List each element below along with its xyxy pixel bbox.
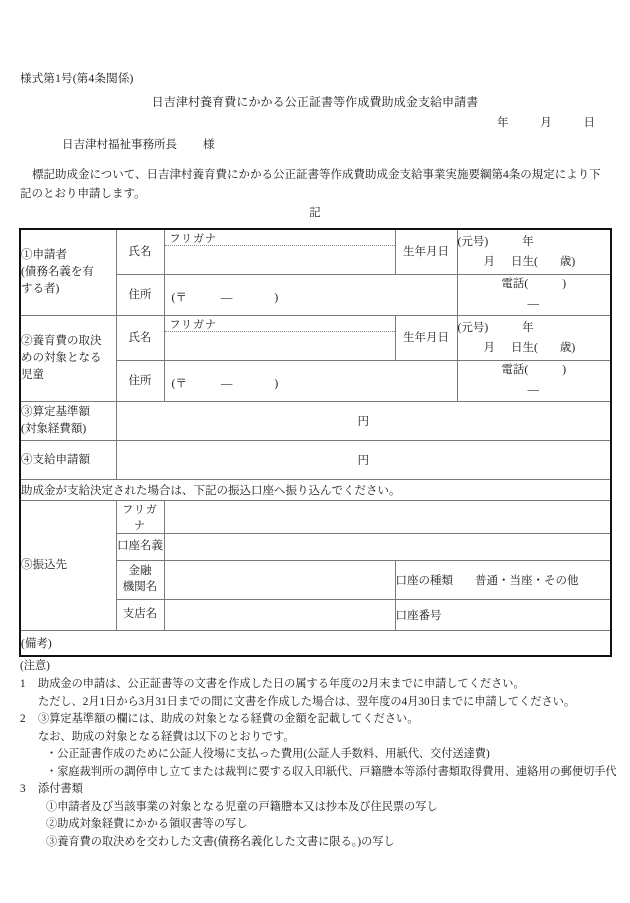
child-furigana-label: フリガナ xyxy=(165,317,395,332)
row-label-applicant xyxy=(20,229,116,316)
applicant-postal-code-line[interactable] xyxy=(165,286,457,305)
applicant-era-label: (元号) xyxy=(457,235,489,248)
note-item-2 xyxy=(20,711,618,781)
transfer-institution-label-line2: 機関名 xyxy=(122,581,158,593)
applicant-postal-mark: (〒 xyxy=(171,291,187,304)
transfer-account-name-field[interactable] xyxy=(164,534,611,561)
addressee-name: 日吉津村福祉事務所長 xyxy=(62,139,177,151)
applicant-tel-dash: ― xyxy=(527,298,540,310)
child-label-line3: 児童 xyxy=(21,368,44,381)
applicant-birth-era-row xyxy=(458,232,611,252)
note-item-1 xyxy=(20,676,618,711)
child-birthdate-label: 生年月日 xyxy=(395,316,457,361)
applicant-tel-row xyxy=(458,275,611,295)
date-day-label: 日 xyxy=(583,117,595,129)
child-birth-era-row xyxy=(458,318,611,338)
note-3-number: 3 xyxy=(20,783,26,796)
notes-section xyxy=(20,658,618,851)
transfer-institution-field[interactable] xyxy=(164,561,395,600)
child-year-label: 年 xyxy=(522,321,534,334)
applicant-tel-close: ) xyxy=(562,278,567,291)
date-year-label: 年 xyxy=(497,117,509,129)
child-address-field[interactable] xyxy=(164,361,457,402)
note-3-line-1: 添付書類 xyxy=(38,783,83,796)
addressee-honorific: 様 xyxy=(203,139,215,151)
date-month-label: 月 xyxy=(540,117,552,129)
transfer-account-number-cell[interactable] xyxy=(395,600,611,631)
transfer-account-type-cell[interactable] xyxy=(395,561,611,600)
table-row-remarks xyxy=(20,631,611,657)
transfer-branch-label: 支店名 xyxy=(116,600,164,631)
request-amount-unit: 円 xyxy=(357,455,369,467)
note-2-line-2: なお、助成の対象となる経費は以下のとおりです。 xyxy=(38,730,295,743)
note-2-line-1: ③算定基準額の欄には、助成の対象となる経費の金額を記載してください。 xyxy=(38,713,419,726)
table-row-base-amount xyxy=(20,402,611,441)
applicant-name-label: 氏名 xyxy=(116,229,164,275)
table-row-transfer-furigana xyxy=(20,501,611,534)
note-1-line-2: ただし、2月1日から3月31日までの間に文書を作成した場合は、翌年度の4月30日までに申請してください。 xyxy=(38,695,576,708)
page-title: 日吉津村養育費にかかる公正証書等作成費助成金支給申請書 xyxy=(151,95,479,109)
child-label-line2: めの対象となる xyxy=(21,352,102,365)
table-row-transfer-notice xyxy=(20,480,611,501)
note-2-bullet-2: ・家庭裁判所の調停申し立てまたは裁判に要する収入印紙代、戸籍謄本等添付書類取得費用、連絡用の郵便切手代 xyxy=(46,765,617,778)
child-postal-close: ) xyxy=(274,377,279,390)
child-tel-close: ) xyxy=(562,364,567,377)
date-entry-line xyxy=(497,114,595,130)
note-2-number: 2 xyxy=(20,713,26,726)
child-name-label: 氏名 xyxy=(116,316,164,361)
remarks-label: (備考) xyxy=(21,638,52,650)
transfer-account-type-label: 口座の種類 xyxy=(395,575,453,587)
transfer-account-number-label: 口座番号 xyxy=(395,610,442,622)
transfer-institution-label-line1: 金融 xyxy=(128,565,152,578)
note-1-line-1: 助成金の申請は、公正証書等の文書を作成した日の属する年度の2月末までに申請してください。 xyxy=(38,678,525,691)
applicant-birth-day-row xyxy=(458,252,611,272)
child-era-label: (元号) xyxy=(457,321,489,334)
applicant-birthdate-label: 生年月日 xyxy=(395,229,457,275)
child-birthdate-field[interactable] xyxy=(457,316,611,361)
row-label-child xyxy=(20,316,116,402)
form-code: 様式第1号(第4条関係) xyxy=(20,73,134,85)
applicant-label-line1: ①申請者 xyxy=(21,249,67,262)
applicant-name-field[interactable] xyxy=(164,229,395,275)
applicant-furigana-label: フリガナ xyxy=(165,231,395,246)
applicant-name-input-area[interactable] xyxy=(165,246,395,273)
child-birth-day-row xyxy=(458,338,611,358)
child-postal-dash: ― xyxy=(220,377,233,390)
request-amount-field[interactable] xyxy=(116,441,611,480)
child-telephone-field[interactable] xyxy=(457,361,611,402)
base-amount-field[interactable] xyxy=(116,402,611,441)
base-amount-unit: 円 xyxy=(357,416,369,428)
child-postal-mark: (〒 xyxy=(171,377,187,390)
note-3-enclosure-2: ②助成対象経費にかかる領収書等の写し xyxy=(46,818,248,831)
transfer-furigana-label: フリガナ xyxy=(116,501,164,534)
notes-title: (注意) xyxy=(20,660,50,672)
note-2-bullet-1: ・公正証書作成のために公証人役場に支払った費用(公証人手数料、用紙代、交付送達費) xyxy=(46,748,490,761)
note-3-enclosure-3: ③養育費の取決めを交わした文書(債務名義化した文書に限る。)の写し xyxy=(46,835,395,848)
remarks-field[interactable] xyxy=(20,631,611,657)
ki-mark: 記 xyxy=(309,207,321,219)
child-tel-label: 電話( xyxy=(501,364,529,377)
applicant-age-label: 歳) xyxy=(559,256,576,268)
note-item-3 xyxy=(20,781,618,851)
applicant-postal-dash: ― xyxy=(220,291,233,304)
child-month-label: 月 xyxy=(483,342,495,354)
note-3-body xyxy=(38,781,618,851)
table-row-request-amount xyxy=(20,441,611,480)
child-tel-dash: ― xyxy=(527,384,540,396)
transfer-account-type-options[interactable]: 普通・当座・その他 xyxy=(475,575,579,587)
applicant-year-label: 年 xyxy=(522,235,534,248)
applicant-label-line2: (債務名義を有 xyxy=(21,266,94,279)
applicant-telephone-field[interactable] xyxy=(457,275,611,316)
transfer-account-name-label: 口座名義 xyxy=(116,534,164,561)
note-1-body xyxy=(38,676,618,711)
addressee-line xyxy=(62,136,215,152)
intro-paragraph: 標記助成金について、日吉津村養育費にかかる公正証書等作成費助成金支給事業実施要綱第4条の規定により下記のとおり申請します。 xyxy=(20,169,601,200)
note-1-number: 1 xyxy=(20,678,26,691)
child-age-label: 歳) xyxy=(559,342,576,354)
transfer-branch-field[interactable] xyxy=(164,600,395,631)
child-address-label: 住所 xyxy=(116,361,164,402)
applicant-postal-close: ) xyxy=(274,291,279,304)
note-2-body xyxy=(38,711,618,781)
child-name-field[interactable] xyxy=(164,316,395,361)
child-tel-row xyxy=(458,361,611,381)
applicant-tel-label: 電話( xyxy=(501,278,529,291)
child-label-line1: ②養育費の取決 xyxy=(21,335,102,348)
table-row-applicant-name xyxy=(20,229,611,275)
note-3-enclosure-1: ①申請者及び当該事業の対象となる児童の戸籍謄本又は抄本及び住民票の写し xyxy=(46,800,438,813)
child-dayborn-label: 日生( xyxy=(511,342,538,354)
applicant-dayborn-label: 日生( xyxy=(511,256,538,268)
applicant-birthdate-field[interactable] xyxy=(457,229,611,275)
row-label-base-amount xyxy=(20,402,116,441)
base-amount-label-line1: ③算定基準額 xyxy=(21,406,90,419)
applicant-address-label: 住所 xyxy=(116,275,164,316)
applicant-label-line3: する者) xyxy=(21,282,60,295)
applicant-address-field[interactable] xyxy=(164,275,457,316)
applicant-month-label: 月 xyxy=(483,256,495,268)
child-name-input-area[interactable] xyxy=(165,332,395,359)
transfer-notice-text: 助成金が支給決定された場合は、下記の振込口座へ振り込んでください。 xyxy=(20,480,611,501)
base-amount-label-line2: (対象経費額) xyxy=(21,423,87,435)
row-label-transfer: ⑤振込先 xyxy=(20,501,116,631)
transfer-institution-label xyxy=(116,561,164,600)
child-postal-code-line[interactable] xyxy=(165,372,457,391)
application-form-table xyxy=(19,228,612,657)
table-row-child-name xyxy=(20,316,611,361)
row-label-request-amount: ④支給申請額 xyxy=(20,441,116,480)
transfer-furigana-field[interactable] xyxy=(164,501,611,534)
